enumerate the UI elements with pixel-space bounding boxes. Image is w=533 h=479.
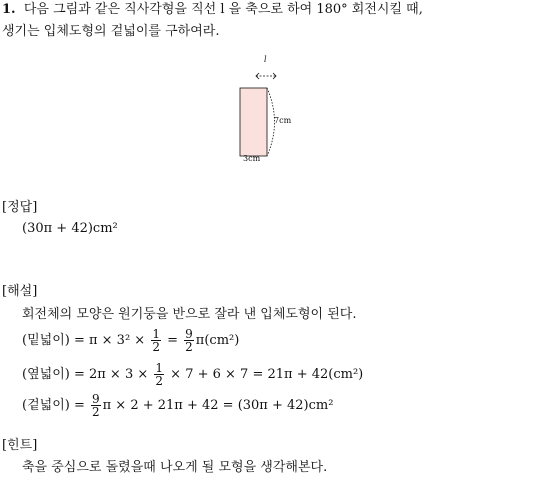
explanation-heading: [해설]	[2, 284, 38, 299]
problem-number: 1.	[2, 2, 16, 17]
eq1-lhs: (밑넓이) = π × 3² ×	[22, 333, 146, 348]
problem-line-1	[2, 2, 423, 18]
equation-base-area	[22, 327, 239, 355]
problem-text-1: 다음 그림과 같은 직사각형을 직선 l 을 축으로 하여 180° 회전시킬 때,	[23, 2, 423, 17]
answer-value: (30π + 42)cm²	[22, 221, 118, 236]
eq3-fraction	[91, 393, 101, 418]
eq2-rhs: × 7 + 6 × 7 = 21π + 42(cm²)	[170, 367, 364, 382]
eq2-frac-den: 2	[155, 374, 164, 388]
equation-surface-area	[22, 392, 333, 420]
answer-heading: [정답]	[2, 200, 38, 215]
eq2-fraction	[154, 362, 164, 387]
axis-label: l	[264, 55, 267, 64]
eq2-frac-num: 1	[155, 361, 164, 375]
eq1-frac-den: 2	[152, 340, 160, 354]
rectangle-figure	[230, 55, 310, 165]
rectangle-shape	[240, 88, 267, 156]
hint-text: 축을 중심으로 돌렸을때 나오게 될 모형을 생각해본다.	[22, 460, 328, 475]
eq2-lhs: (옆넓이) = 2π × 3 ×	[22, 367, 149, 382]
equation-lateral-area	[22, 361, 363, 389]
height-label: 7cm	[274, 116, 292, 125]
eq3-frac-num: 9	[91, 392, 100, 406]
eq1-frac2-den: 2	[185, 340, 193, 354]
eq3-frac-den: 2	[91, 405, 100, 419]
eq1-fraction-2	[184, 328, 194, 353]
eq3-rhs: π × 2 + 21π + 42 = (30π + 42)cm²	[102, 398, 334, 413]
explanation-intro: 회전체의 모양은 원기둥을 반으로 잘라 낸 입체도형이 된다.	[22, 307, 357, 322]
hint-heading: [힌트]	[2, 438, 38, 453]
eq1-mid: =	[167, 333, 179, 348]
eq1-frac2-num: 9	[185, 327, 193, 341]
width-label: 3cm	[243, 154, 261, 163]
eq1-frac-num: 1	[152, 327, 160, 341]
rectangle-rotation-diagram	[230, 55, 310, 165]
eq1-fraction	[151, 328, 161, 353]
eq1-rhs: π(cm²)	[195, 333, 240, 348]
problem-line-2: 생기는 입체도형의 겉넓이를 구하여라.	[2, 24, 220, 39]
eq3-lhs: (겉넓이) =	[22, 398, 85, 413]
